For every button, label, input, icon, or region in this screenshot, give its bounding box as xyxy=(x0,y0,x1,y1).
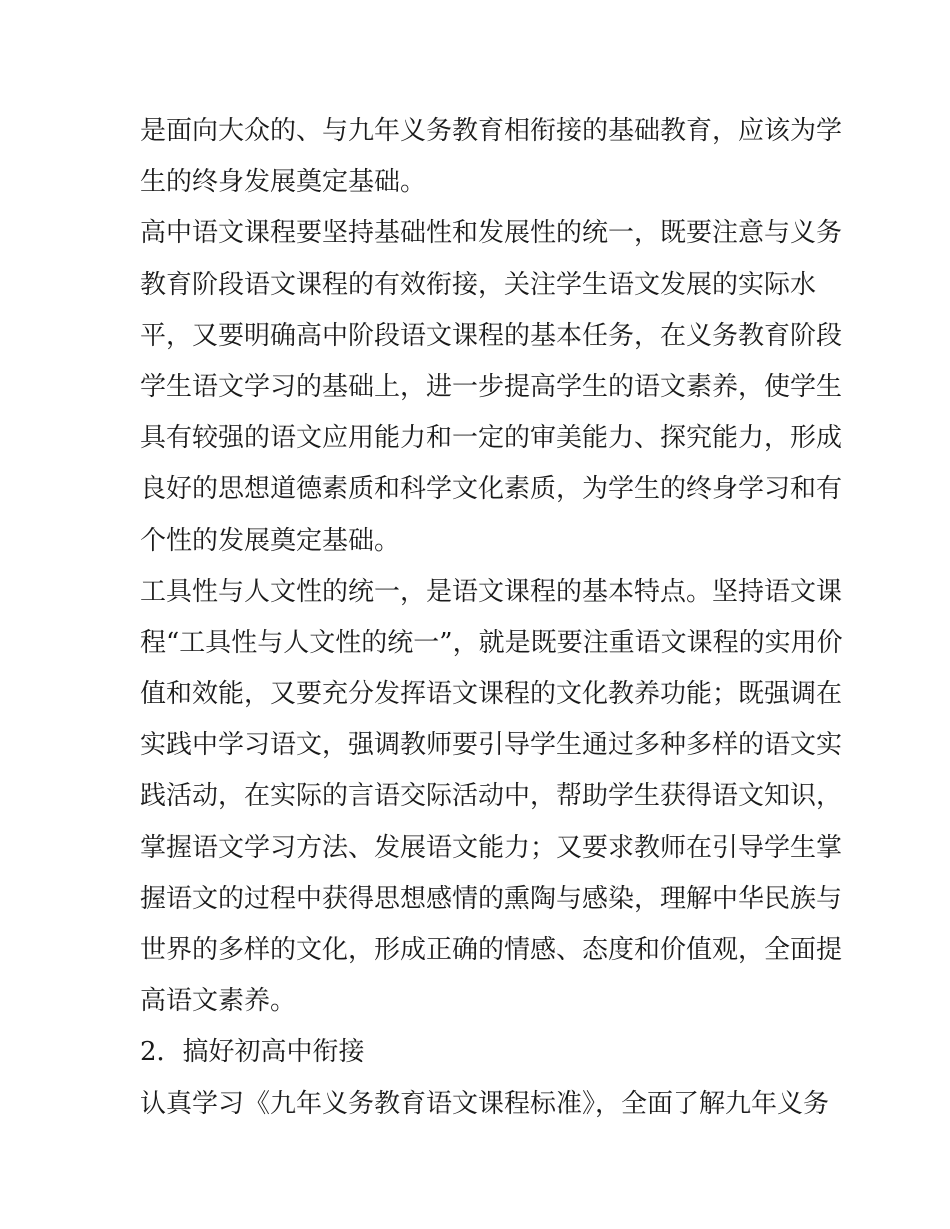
text-line: 高语文素养。 xyxy=(140,986,297,1017)
paragraph-3 xyxy=(140,567,843,1028)
text-line: 高中语文课程要坚持基础性和发展性的统一，既要注意与义务 xyxy=(140,218,843,249)
text-line: 程“工具性与人文性的统一”，就是既要注重语文课程的实用价 xyxy=(140,627,843,658)
paragraph-2 xyxy=(140,208,843,566)
paragraph-1 xyxy=(140,106,843,208)
text-line: 良好的思想道德素质和科学文化素质，为学生的终身学习和有 xyxy=(140,474,843,505)
text-line: 认真学习《九年义务教育语文课程标准》，全面了解九年义务 xyxy=(140,1088,830,1119)
text-line: 世界的多样的文化，形成正确的情感、态度和价值观，全面提 xyxy=(140,935,843,965)
text-line: 具有较强的语文应用能力和一定的审美能力、探究能力，形成 xyxy=(140,423,843,454)
text-line: 教育阶段语文课程的有效衔接，关注学生语文发展的实际水 xyxy=(140,269,817,300)
text-line: 学生语文学习的基础上，进一步提高学生的语文素养，使学生 xyxy=(140,371,843,402)
text-line: 生的终身发展奠定基础。 xyxy=(140,167,427,198)
text-line: 工具性与人文性的统一，是语文课程的基本特点。坚持语文课 xyxy=(140,576,843,607)
document-body xyxy=(140,106,843,1130)
text-line: 掌握语文学习方法、发展语文能力；又要求教师在引导学生掌 xyxy=(140,832,843,863)
text-line: 个性的发展奠定基础。 xyxy=(140,525,401,556)
text-line: 握语文的过程中获得思想感情的熏陶与感染，理解中华民族与 xyxy=(140,883,843,914)
text-line: 实践中学习语文，强调教师要引导学生通过多种多样的语文实 xyxy=(140,730,843,761)
section-heading xyxy=(140,1027,830,1078)
heading-text: 2．搞好初高中衔接 xyxy=(140,1037,365,1068)
text-line: 践活动，在实际的言语交际活动中，帮助学生获得语文知识， xyxy=(140,781,843,812)
paragraph-4 xyxy=(140,1079,830,1130)
text-line: 是面向大众的、与九年义务教育相衔接的基础教育，应该为学 xyxy=(140,116,843,146)
text-line: 值和效能，又要充分发挥语文课程的文化教养功能；既强调在 xyxy=(140,679,843,710)
text-line: 平，又要明确高中阶段语文课程的基本任务，在义务教育阶段 xyxy=(140,320,843,351)
